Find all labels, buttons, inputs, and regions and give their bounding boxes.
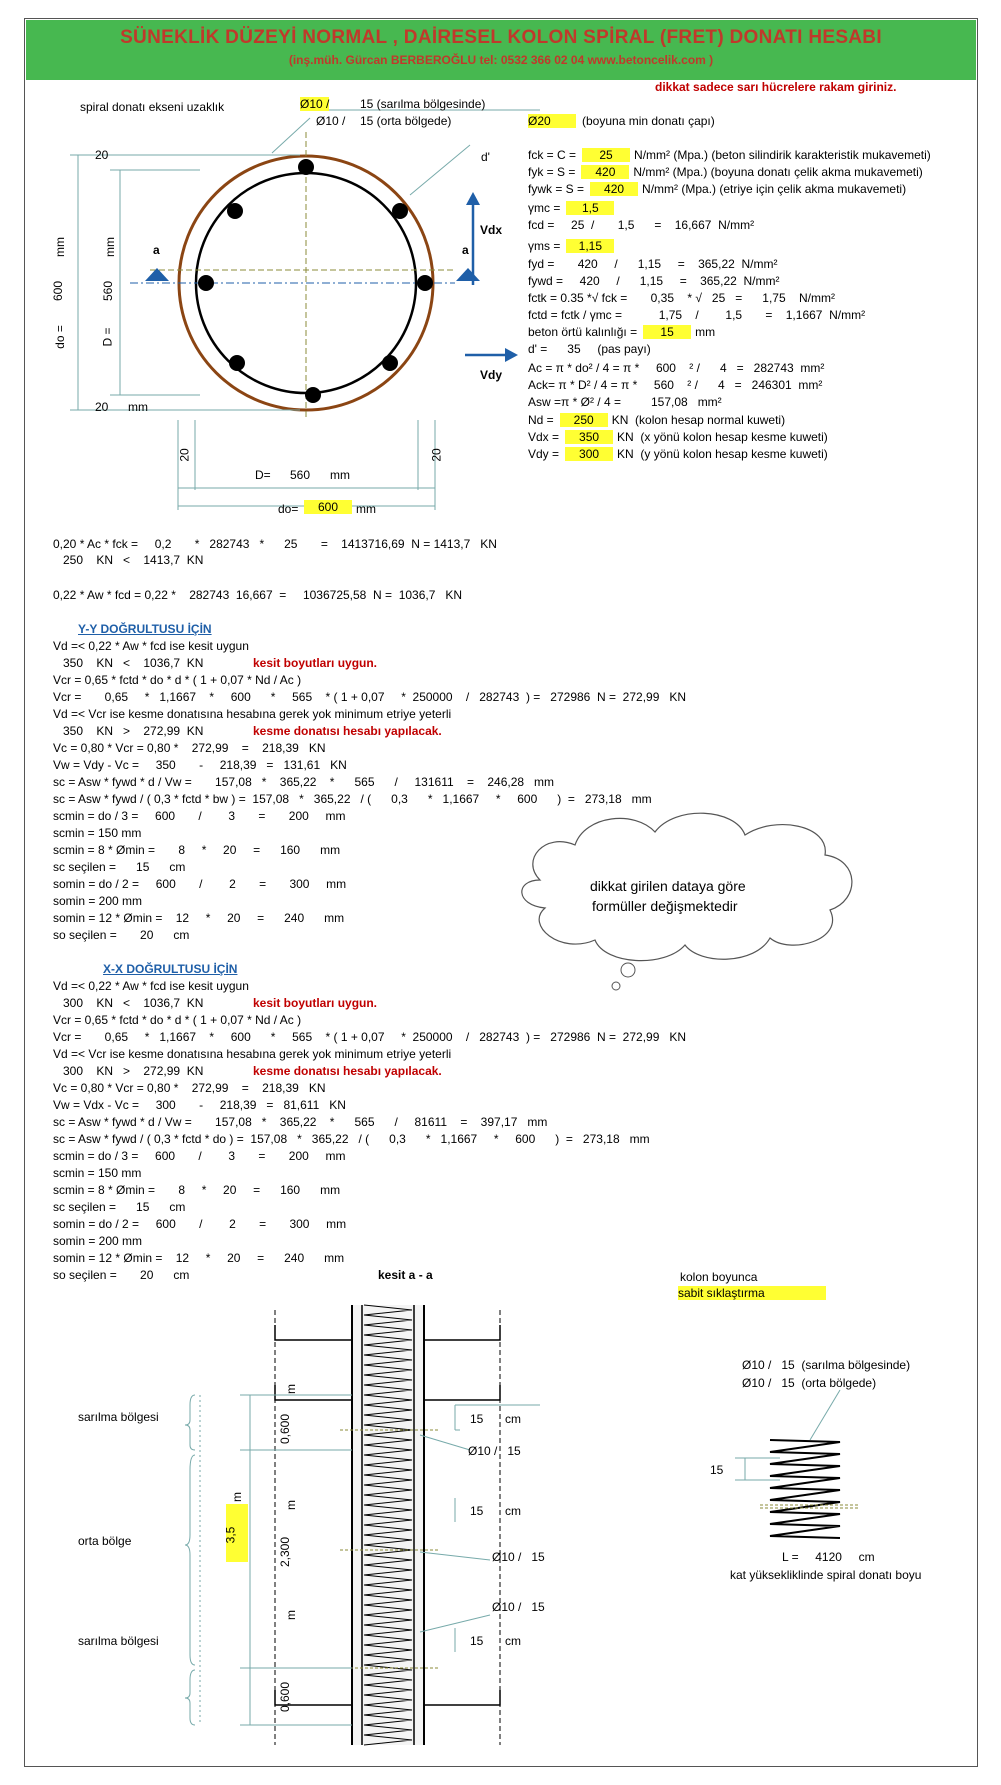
calc-line: Vcr = 0,65 * fctd * do * d * ( 1 + 0,07 * Nd / Ac ) [53, 673, 302, 687]
calc-line: Vcr = 0,65 * 1,1667 * 600 * 565 * ( 1 + 0,07 * 250000 / 282743 ) = 272986 N = 272,99 KN [53, 1030, 687, 1044]
calc-line: sc = Asw * fywd * d / Vw = 157,08 * 365,22 * 565 / 81611 = 397,17 mm [53, 1115, 548, 1129]
calc-line: Vcr = 0,65 * 1,1667 * 600 * 565 * ( 1 + 0,07 * 250000 / 282743 ) = 272986 N = 272,99 KN [53, 690, 687, 704]
xx-title: X-X DOĞRULTUSU İÇİN [103, 962, 238, 976]
param-label: d' = 35 (pas payı) [528, 342, 651, 356]
param-row [528, 148, 931, 162]
orta-label: orta bölge [78, 1534, 132, 1548]
param-label: fyd = 420 / 1,15 = 365,22 N/mm² [528, 257, 778, 271]
param-row [528, 257, 777, 271]
vdy-label: Vdy [480, 368, 503, 382]
spiral-caption: kat yüksekliklinde spiral donatı boyu [730, 1568, 922, 1582]
param-input[interactable]: 15 [643, 325, 691, 339]
param-label: Nd = [528, 413, 554, 427]
param-input[interactable]: 300 [565, 447, 613, 461]
zone-length: 2,300 [278, 1536, 293, 1568]
rebar-dot [227, 203, 243, 219]
D-label: D = [100, 327, 115, 347]
calc-line: Vw = Vdy - Vc = 350 - 218,39 = 131,61 KN [53, 758, 347, 772]
param-row [528, 342, 651, 356]
param-label: fywk = S = [528, 182, 585, 196]
param-row [528, 308, 865, 322]
phi-spiral-1-rest: 15 (sarılma bölgesinde) [360, 97, 486, 111]
param-row [528, 395, 722, 409]
calc-line: scmin = do / 3 = 600 / 3 = 200 mm [53, 809, 346, 823]
m-unit: m [284, 1500, 298, 1510]
param-label: γms = [528, 239, 561, 253]
param-label: fcd = 25 / 1,5 = 16,667 N/mm² [528, 218, 755, 232]
calc-line: Vcr = 0,65 * fctd * do * d * ( 1 + 0,07 * Nd / Ac ) [53, 1013, 302, 1027]
calc-line: 300 KN > 272,99 KN [53, 1064, 204, 1078]
yy-title: Y-Y DOĞRULTUSU İÇİN [78, 622, 212, 636]
calc-line: Vd =< 0,22 * Aw * fcd ise kesit uygun [53, 979, 249, 993]
param-input[interactable]: 420 [581, 165, 629, 179]
page-title: SÜNEKLİK DÜZEYİ NORMAL , DAİRESEL KOLON SPİRAL (FRET) DONATI HESABI [120, 27, 882, 48]
param-input[interactable]: 1,5 [566, 201, 614, 215]
calc-line: sc = Asw * fywd * d / Vw = 157,08 * 365,22 * 565 / 131611 = 246,28 mm [53, 775, 555, 789]
min-bar-note: (boyuna min donatı çapı) [582, 114, 715, 128]
min-bar-input[interactable]: Ø20 [528, 114, 576, 128]
calc-line: Vw = Vdx - Vc = 300 - 218,39 = 81,611 KN [53, 1098, 346, 1112]
xx-ok-text: kesit boyutları uygun. [253, 996, 378, 1010]
vdx-arrow [466, 192, 480, 205]
do-label: do = [52, 325, 67, 349]
spiral-line-2: Ø10 / 15 (orta bölgede) [742, 1376, 877, 1390]
dim-20: 20 [95, 148, 109, 162]
dim-20: 20 [95, 400, 109, 414]
m-unit: m [284, 1384, 298, 1394]
phi-spiral-1: Ø10 / [300, 97, 330, 111]
param-unit: KN (kolon hesap normal kuweti) [611, 413, 786, 427]
rebar-dot [298, 159, 314, 175]
section-marker-left [145, 268, 169, 281]
cloud-line-1: dikkat girilen dataya göre [590, 878, 746, 894]
bottom-D-label: D= [255, 468, 271, 482]
calc-line: scmin = 150 mm [53, 826, 142, 840]
param-label: Ac = π * do² / 4 = π * 600 ² / 4 = 282743 mm² [528, 361, 825, 375]
xx-calc-text: kesme donatısı hesabı yapılacak. [253, 1064, 442, 1078]
spacing-value: 15 [470, 1634, 484, 1648]
param-label: fctd = fctk / γmc = 1,75 / 1,5 = 1,1667 N/mm² [528, 308, 866, 322]
param-input[interactable]: 1,15 [566, 239, 614, 253]
param-input[interactable]: 420 [590, 182, 638, 196]
bottom-do-label: do= [278, 502, 299, 516]
sarilma-bot-label: sarılma bölgesi [78, 1634, 159, 1648]
param-unit: N/mm² (Mpa.) (boyuna donatı çelik akma mukavemeti) [633, 165, 923, 179]
mm-label: mm [103, 237, 117, 257]
zone-length: 0,600 [278, 1413, 293, 1445]
rebar-dot [417, 275, 433, 291]
param-row [528, 291, 835, 305]
calc-line: sc seçilen = 15 cm [53, 860, 186, 874]
rebar-dot [392, 203, 408, 219]
calc-line: 0,20 * Ac * fck = 0,2 * 282743 * 25 = 1413716,69 N = 1413,7 KN [53, 537, 497, 551]
param-label: Vdy = [528, 447, 560, 461]
phi-spiral-2: Ø10 / [316, 114, 346, 128]
spiral-line-1: Ø10 / 15 (sarılma bölgesinde) [742, 1358, 911, 1372]
calc-line: 350 KN > 272,99 KN [53, 724, 204, 738]
dim-20: 20 [429, 448, 444, 462]
calc-line: Vc = 0,80 * Vcr = 0,80 * 272,99 = 218,39 KN [53, 741, 326, 755]
param-label: fywd = 420 / 1,15 = 365,22 N/mm² [528, 274, 780, 288]
phi-label: Ø10 / 15 [468, 1444, 521, 1458]
param-row [528, 201, 618, 215]
zone-length: 0,600 [278, 1681, 293, 1713]
param-row [528, 325, 715, 339]
param-unit: KN (y yönü kolon hesap kesme kuweti) [617, 447, 828, 461]
author-line: (inş.müh. Gürcan BERBEROĞLU tel: 0532 366 02 04 www.betoncelik.com ) [288, 53, 714, 67]
phi-spiral-2-rest: 15 (orta bölgede) [360, 114, 452, 128]
spacing-value: 15 [470, 1504, 484, 1518]
param-label: fyk = S = [528, 165, 576, 179]
param-label: fctk = 0.35 *√ fck = 0,35 * √ 25 = 1,75 N/mm² [528, 291, 835, 305]
calc-line: so seçilen = 20 cm [53, 928, 190, 942]
calc-line: somin = do / 2 = 600 / 2 = 300 mm [53, 1217, 347, 1231]
spiral-length: L = 4120 cm [782, 1550, 875, 1564]
param-row [528, 274, 779, 288]
sarilma-top-label: sarılma bölgesi [78, 1410, 159, 1424]
bottom-D-unit: mm [330, 468, 350, 482]
bottom-do-unit: mm [356, 502, 376, 516]
param-label: fck = C = [528, 148, 577, 162]
calc-line: scmin = do / 3 = 600 / 3 = 200 mm [53, 1149, 346, 1163]
spiral-spring [770, 1440, 840, 1538]
phi-label: Ø10 / 15 [492, 1550, 545, 1564]
calc-line: 300 KN < 1036,7 KN [53, 996, 204, 1010]
calc-line: 0,22 * Aw * fcd = 0,22 * 282743 16,667 = 1036725,58 N = 1036,7 KN [53, 588, 463, 602]
spacing-unit: cm [505, 1412, 521, 1426]
spacing-value: 15 [470, 1412, 484, 1426]
calc-line: scmin = 150 mm [53, 1166, 142, 1180]
do-input[interactable]: 600 [304, 500, 352, 514]
d-prime-label: d' [481, 150, 490, 164]
section-marker-right [456, 268, 480, 281]
param-label: Vdx = [528, 430, 560, 444]
bottom-D-value: 560 [290, 468, 311, 482]
rebar-dot [305, 387, 321, 403]
mm-label: mm [128, 400, 148, 414]
dim-20: 20 [177, 448, 192, 462]
param-input[interactable]: 250 [560, 413, 608, 427]
rebar-dot [382, 355, 398, 371]
calc-line: 350 KN < 1036,7 KN [53, 656, 204, 670]
param-row [528, 182, 906, 196]
calc-line: sc = Asw * fywd / ( 0,3 * fctd * do ) = 157,08 * 365,22 / ( 0,3 * 1,1667 * 600 ) = 273,18 mm [53, 1132, 650, 1146]
calc-line: somin = 12 * Ømin = 12 * 20 = 240 mm [53, 911, 345, 925]
calc-line: Vd =< Vcr ise kesme donatısına hesabına gerek yok minimum etriye yeterli [53, 1047, 452, 1061]
spiral-label-1: kolon boyunca [680, 1270, 758, 1284]
section-a-left: a [153, 243, 160, 257]
spiral-axis-label: spiral donatı ekseni uzaklık [80, 100, 225, 114]
spacing-unit: cm [505, 1634, 521, 1648]
calc-line: somin = 200 mm [53, 1234, 143, 1248]
calc-line: somin = 12 * Ømin = 12 * 20 = 240 mm [53, 1251, 345, 1265]
cloud-line-2: formüller değişmektedir [592, 898, 738, 914]
m-unit: m [284, 1610, 298, 1620]
mm-label: mm [53, 237, 67, 257]
param-unit: N/mm² (Mpa.) (etriye için çelik akma mukavemeti) [642, 182, 907, 196]
calc-line: Vd =< Vcr ise kesme donatısına hesabına gerek yok minimum etriye yeterli [53, 707, 452, 721]
param-label: Asw =π * Ø² / 4 = 157,08 mm² [528, 395, 722, 409]
calc-line: so seçilen = 20 cm [53, 1268, 190, 1282]
spiral-pitch: 15 [710, 1463, 724, 1477]
calc-line: somin = 200 mm [53, 894, 143, 908]
do-value: 600 [51, 280, 66, 302]
param-input[interactable]: 350 [565, 430, 613, 444]
param-row [528, 239, 618, 253]
param-row [528, 218, 754, 232]
param-row [528, 361, 824, 375]
mode-select[interactable]: sabit sıklaştırma [678, 1286, 826, 1300]
calc-line: Vd =< 0,22 * Aw * fcd ise kesit uygun [53, 639, 249, 653]
spacing-unit: cm [505, 1504, 521, 1518]
calc-line: scmin = 8 * Ømin = 8 * 20 = 160 mm [53, 843, 341, 857]
vdx-label: Vdx [480, 223, 503, 237]
param-unit: N/mm² (Mpa.) (beton silindirik karakteristik mukavemeti) [634, 148, 931, 162]
param-row [528, 378, 822, 392]
warning-text: dikkat sadece sarı hücrelere rakam giriniz. [655, 80, 897, 94]
yy-ok-text: kesit boyutları uygun. [253, 656, 378, 670]
calc-line: sc seçilen = 15 cm [53, 1200, 186, 1214]
param-label: Ack= π * D² / 4 = π * 560 ² / 4 = 246301 mm² [528, 378, 823, 392]
rebar-dot [229, 355, 245, 371]
D-value: 560 [101, 280, 116, 302]
param-unit: mm [695, 325, 716, 339]
param-label: beton örtü kalınlığı = [528, 325, 638, 339]
height-unit: m [230, 1492, 244, 1502]
vdy-arrow [505, 348, 518, 362]
param-row [528, 430, 828, 444]
calc-line: Vc = 0,80 * Vcr = 0,80 * 272,99 = 218,39 KN [53, 1081, 326, 1095]
param-label: γmc = [528, 201, 561, 215]
calc-line: scmin = 8 * Ømin = 8 * 20 = 160 mm [53, 1183, 341, 1197]
phi-label: Ø10 / 15 [492, 1600, 545, 1614]
rebar-dot [198, 275, 214, 291]
yy-calc-text: kesme donatısı hesabı yapılacak. [253, 724, 442, 738]
height-value: 3,5 [223, 1526, 238, 1544]
param-unit: KN (x yönü kolon hesap kesme kuweti) [617, 430, 828, 444]
param-row [528, 447, 828, 461]
param-row [528, 165, 923, 179]
param-row [528, 413, 785, 427]
kesit-title: kesit a - a [378, 1268, 433, 1282]
calc-line: sc = Asw * fywd / ( 0,3 * fctd * bw ) = 157,08 * 365,22 / ( 0,3 * 1,1667 * 600 ) = 273,18 mm [53, 792, 652, 806]
calc-line: somin = do / 2 = 600 / 2 = 300 mm [53, 877, 347, 891]
calc-line: 250 KN < 1413,7 KN [53, 553, 204, 567]
section-a-right: a [462, 243, 469, 257]
param-input[interactable]: 25 [582, 148, 630, 162]
